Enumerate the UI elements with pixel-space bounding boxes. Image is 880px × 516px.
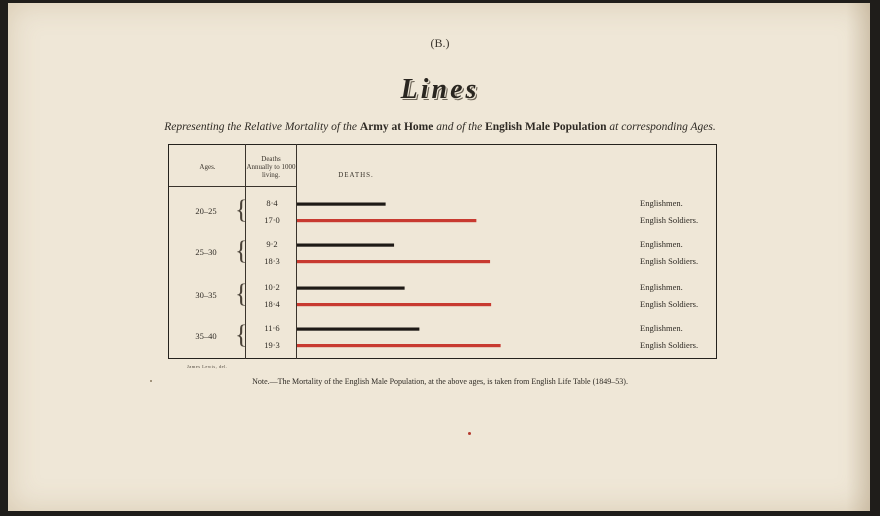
bar-englishmen-1 [297, 244, 394, 247]
value-label-englishmen: 10·2 [264, 282, 280, 292]
bar-soldiers-0 [297, 219, 476, 222]
subtitle-part-1: Representing the Relative Mortality of the [164, 121, 360, 133]
value-label-englishmen: 9·2 [266, 239, 278, 249]
age-group-label: 20–25 [195, 206, 217, 217]
chart-title: Lines [400, 74, 480, 105]
series-label-soldiers: English Soldiers. [640, 255, 699, 266]
series-label-soldiers: English Soldiers. [640, 214, 699, 225]
bar-soldiers-3 [297, 344, 501, 347]
age-group-label: 35–40 [195, 331, 217, 342]
value-label-soldiers: 19·3 [264, 339, 280, 350]
value-label-englishmen: 8·4 [266, 198, 278, 208]
engraver-credit: James Lewis, del. [187, 364, 228, 369]
series-label-soldiers: English Soldiers. [640, 298, 699, 309]
bar-englishmen-3 [297, 328, 419, 331]
header-deaths-line-3: living. [261, 171, 281, 179]
subtitle-bold-population: English Male Population [485, 121, 607, 133]
brace-icon: { [235, 320, 248, 350]
series-label-englishmen: Englishmen. [640, 239, 683, 249]
bar-soldiers-2 [297, 303, 491, 306]
brace-icon: { [235, 236, 248, 266]
header-ages: Ages. [199, 163, 216, 171]
bar-englishmen-2 [297, 287, 405, 290]
brace-icon: { [235, 195, 248, 225]
footnote: Note.—The Mortality of the English Male Population, at the above ages, is taken from English Life Table (1849–53). [252, 377, 628, 386]
age-group-label: 25–30 [195, 247, 217, 258]
series-label-englishmen: Englishmen. [640, 323, 683, 333]
series-label-englishmen: Englishmen. [640, 198, 683, 208]
value-label-soldiers: 18·3 [264, 255, 280, 266]
value-label-soldiers: 17·0 [264, 214, 280, 225]
paper-speck [150, 380, 152, 382]
age-group-label: 30–35 [195, 290, 217, 301]
subtitle-part-3: at corresponding Ages. [606, 121, 716, 133]
value-label-englishmen: 11·6 [264, 323, 280, 333]
header-deaths-line-2: Annually to 1000 [246, 163, 296, 171]
value-label-soldiers: 18·4 [264, 298, 280, 309]
bar-englishmen-0 [297, 203, 386, 206]
brace-icon: { [235, 279, 248, 309]
header-deaths-line-1: Deaths [261, 155, 281, 163]
subtitle-part-2: and of the [433, 121, 486, 133]
ink-speck [468, 432, 471, 435]
series-label-englishmen: Englishmen. [640, 282, 683, 292]
bar-soldiers-1 [297, 260, 490, 263]
series-label-soldiers: English Soldiers. [640, 339, 699, 350]
plate-label: (B.) [430, 36, 450, 50]
subtitle-bold-army: Army at Home [359, 121, 434, 133]
axis-label-deaths: DEATHS. [338, 171, 374, 179]
